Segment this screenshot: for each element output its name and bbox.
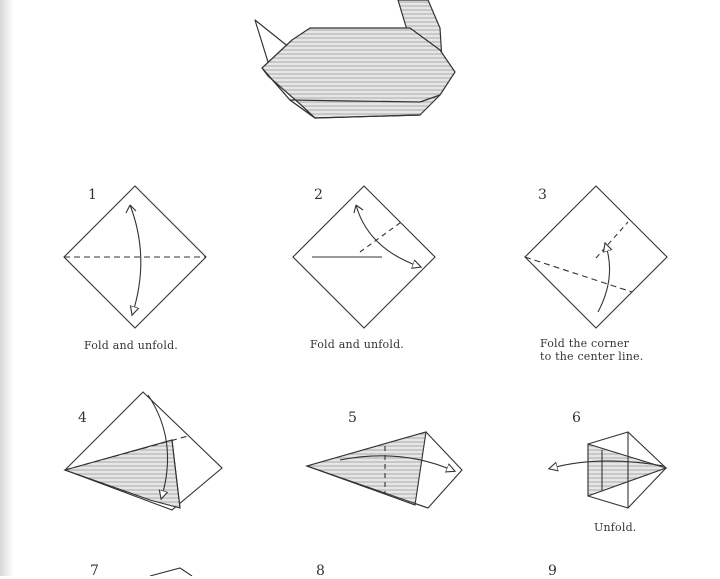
step-1-number: 1 xyxy=(88,187,97,203)
step-6-caption: Unfold. xyxy=(594,521,637,534)
step-4-number: 4 xyxy=(78,410,87,426)
step-7-number: 7 xyxy=(90,563,99,579)
finished-model-figure xyxy=(255,0,455,118)
step-6-number: 6 xyxy=(572,410,581,426)
step-2-number: 2 xyxy=(314,187,323,203)
step-9-number: 9 xyxy=(548,563,557,579)
step-5-number: 5 xyxy=(348,410,357,426)
step-1-caption: Fold and unfold. xyxy=(84,339,179,352)
step-4-figure xyxy=(65,392,222,510)
step-3-number: 3 xyxy=(538,187,547,203)
step-7-partial-figure xyxy=(150,568,192,576)
step-2-caption: Fold and unfold. xyxy=(310,338,405,351)
step-3-figure xyxy=(525,186,667,328)
step-3-caption-line-2: to the center line. xyxy=(540,350,644,363)
step-6-figure xyxy=(552,432,666,508)
step-2-figure xyxy=(293,186,435,328)
step-5-figure xyxy=(307,432,462,508)
step-3-caption-line-1: Fold the corner xyxy=(540,337,630,350)
step-1-figure xyxy=(64,186,206,328)
step-8-number: 8 xyxy=(316,563,325,579)
